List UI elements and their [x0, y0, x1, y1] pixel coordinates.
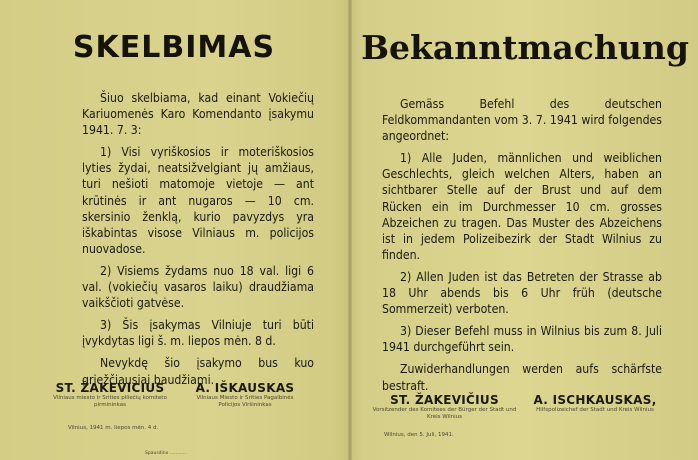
lithuanian-intro: Šiuo skelbiama, kad einant Vokiečių Kariuomenės Karo Komendanto įsakymu 1941. 7. 3: [82, 91, 314, 138]
signature-role: Hilfspolizeichef der Stadt und Kreis Wilnius [536, 407, 654, 413]
german-body [382, 96, 662, 400]
lithuanian-point-3: 3) Šis įsakymas Vilniuje turi būti įvykdytas ligi š. m. liepos mėn. 8 d. [82, 318, 314, 349]
german-title: Bekanntmachung [361, 28, 689, 67]
german-point-3: 3) Dieser Befehl muss in Wilnius bis zum 8. Juli 1941 durchgeführt sein. [382, 324, 662, 355]
lithuanian-column [0, 0, 348, 460]
signature-role: Vilniaus Miesto ir Srities Pagalbinės Policijos Viršininkas [196, 395, 294, 408]
signature-name: ST. ŽAKEVIČIUS [390, 393, 499, 407]
lithuanian-point-2: 2) Visiems žydams nuo 18 val. ligi 6 val. (vokiečių vasaros laiku) draudžiama vaikščioti gatvėse. [82, 263, 314, 311]
printer-mark: Spausdino ............ [145, 451, 187, 456]
lithuanian-point-1: 1) Visi vyriškosios ir moteriškosios lyties žydai, neatsižvelgiant jų amžiaus, turi nešioti matomoje vietoje — ant krūtinės ir ant nugaros — 10 cm. skersinio ženklą, kurio pavyzdys yra iškabintas visose Vilniaus m. policijos nuovadose. [82, 145, 314, 256]
lithuanian-signature-1 [40, 381, 180, 409]
lithuanian-title: SKELBIMAS [72, 30, 276, 65]
lithuanian-closing: Nevykdę šio įsakymo bus kuo griežčiausiai baudžiami. [82, 356, 314, 387]
lithuanian-date: Vilnius, 1941 m. liepos mėn. 4 d. [68, 425, 159, 431]
german-signature-1 [372, 393, 517, 421]
lithuanian-body [82, 90, 314, 394]
signature-name: A. IŠKAUSKAS [195, 381, 295, 395]
german-closing: Zuwiderhandlungen werden aufs schärfste bestraft. [382, 362, 662, 393]
german-intro: Gemäss Befehl des deutschen Feldkommandanten vom 3. 7. 1941 wird folgendes angeordnet: [382, 97, 662, 144]
german-date: Wilnius, den 5. Juli, 1941. [384, 432, 454, 438]
lithuanian-signature-2 [185, 381, 305, 409]
german-point-1: 1) Alle Juden, männlichen und weiblichen Geschlechts, gleich welchen Alters, haben an sichtbarer Stelle auf der Brust und auf dem Rücken ein im Durchmesser 10 cm. grosses Abzeichen zu tragen. Das Muster des Abzeichens ist in jedem Polizeibezirk der Stadt Wilnius zu finden. [382, 151, 662, 262]
german-signature-2 [520, 393, 670, 414]
signature-name: A. ISCHKAUSKAS, [533, 393, 657, 407]
signature-role: Vilniaus miesto ir Srities piliečių komiteto pirmininkas [53, 395, 167, 408]
signature-role: Vorsitzender des Komitees der Bürger der Stadt und Kreis Wilnius [372, 407, 517, 420]
german-column [352, 0, 698, 460]
signature-name: ST. ŽAKEVICIUS [55, 381, 165, 395]
german-point-2: 2) Allen Juden ist das Betreten der Strasse ab 18 Uhr abends bis 6 Uhr früh (deutsche Sommerzeit) verboten. [382, 269, 662, 317]
